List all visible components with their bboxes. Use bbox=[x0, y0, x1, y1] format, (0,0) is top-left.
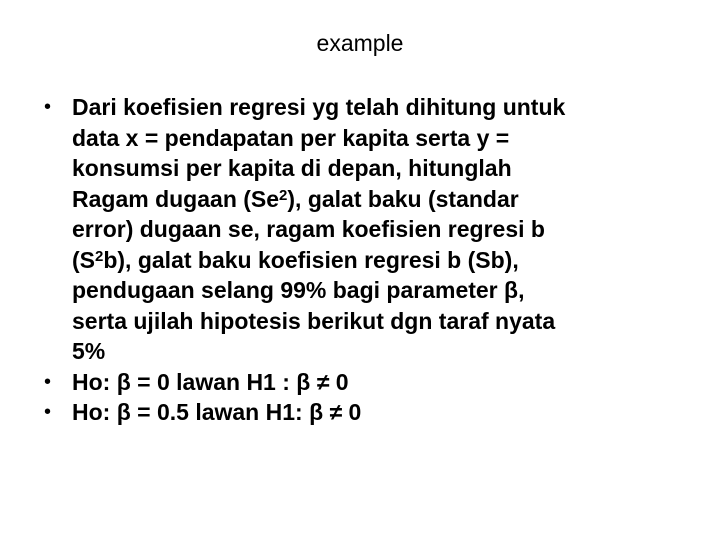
superscript: 2 bbox=[95, 247, 104, 265]
bullet-dot-icon: • bbox=[44, 401, 52, 423]
text-segment: 5% bbox=[72, 338, 106, 364]
bullet-line bbox=[72, 245, 694, 276]
text-segment: serta ujilah hipotesis berikut dgn taraf nyata bbox=[72, 307, 556, 334]
bullet-line bbox=[72, 153, 694, 184]
bullet-line bbox=[72, 336, 694, 367]
bullet-line bbox=[72, 397, 694, 428]
bullet-line bbox=[72, 184, 694, 215]
text-segment: Ho: β = 0.5 lawan H1: β ≠ 0 bbox=[72, 399, 362, 425]
text-segment: data x = pendapatan per kapita serta y = bbox=[72, 124, 510, 151]
bullet-list bbox=[44, 92, 694, 428]
superscript: 2 bbox=[279, 186, 288, 204]
text-segment: (S bbox=[72, 246, 95, 273]
text-segment: error) dugaan se, ragam koefisien regresi b bbox=[72, 216, 545, 242]
bullet-line bbox=[72, 123, 694, 154]
bullet-item bbox=[44, 397, 694, 428]
bullet-line bbox=[72, 214, 694, 245]
bullet-line bbox=[72, 306, 694, 337]
text-segment: Ho: β = 0 lawan H1 : β ≠ 0 bbox=[72, 368, 349, 395]
bullet-item bbox=[44, 92, 694, 367]
bullet-dot-icon: • bbox=[44, 96, 52, 118]
bullet-dot-icon: • bbox=[44, 370, 52, 393]
text-segment: ), galat baku (standar bbox=[287, 185, 519, 212]
text-segment: konsumsi per kapita di depan, hitunglah bbox=[72, 155, 512, 181]
bullet-line bbox=[72, 92, 694, 123]
text-segment: Ragam dugaan (Se bbox=[72, 185, 280, 212]
bullet-line bbox=[72, 367, 694, 398]
slide-title: example bbox=[316, 30, 404, 56]
bullet-item bbox=[44, 367, 694, 398]
text-segment: pendugaan selang 99% bagi parameter β, bbox=[72, 277, 525, 303]
bullet-line bbox=[72, 275, 694, 306]
text-segment: b), galat baku koefisien regresi b (Sb), bbox=[103, 246, 519, 273]
text-segment: Dari koefisien regresi yg telah dihitung untuk bbox=[72, 94, 566, 120]
